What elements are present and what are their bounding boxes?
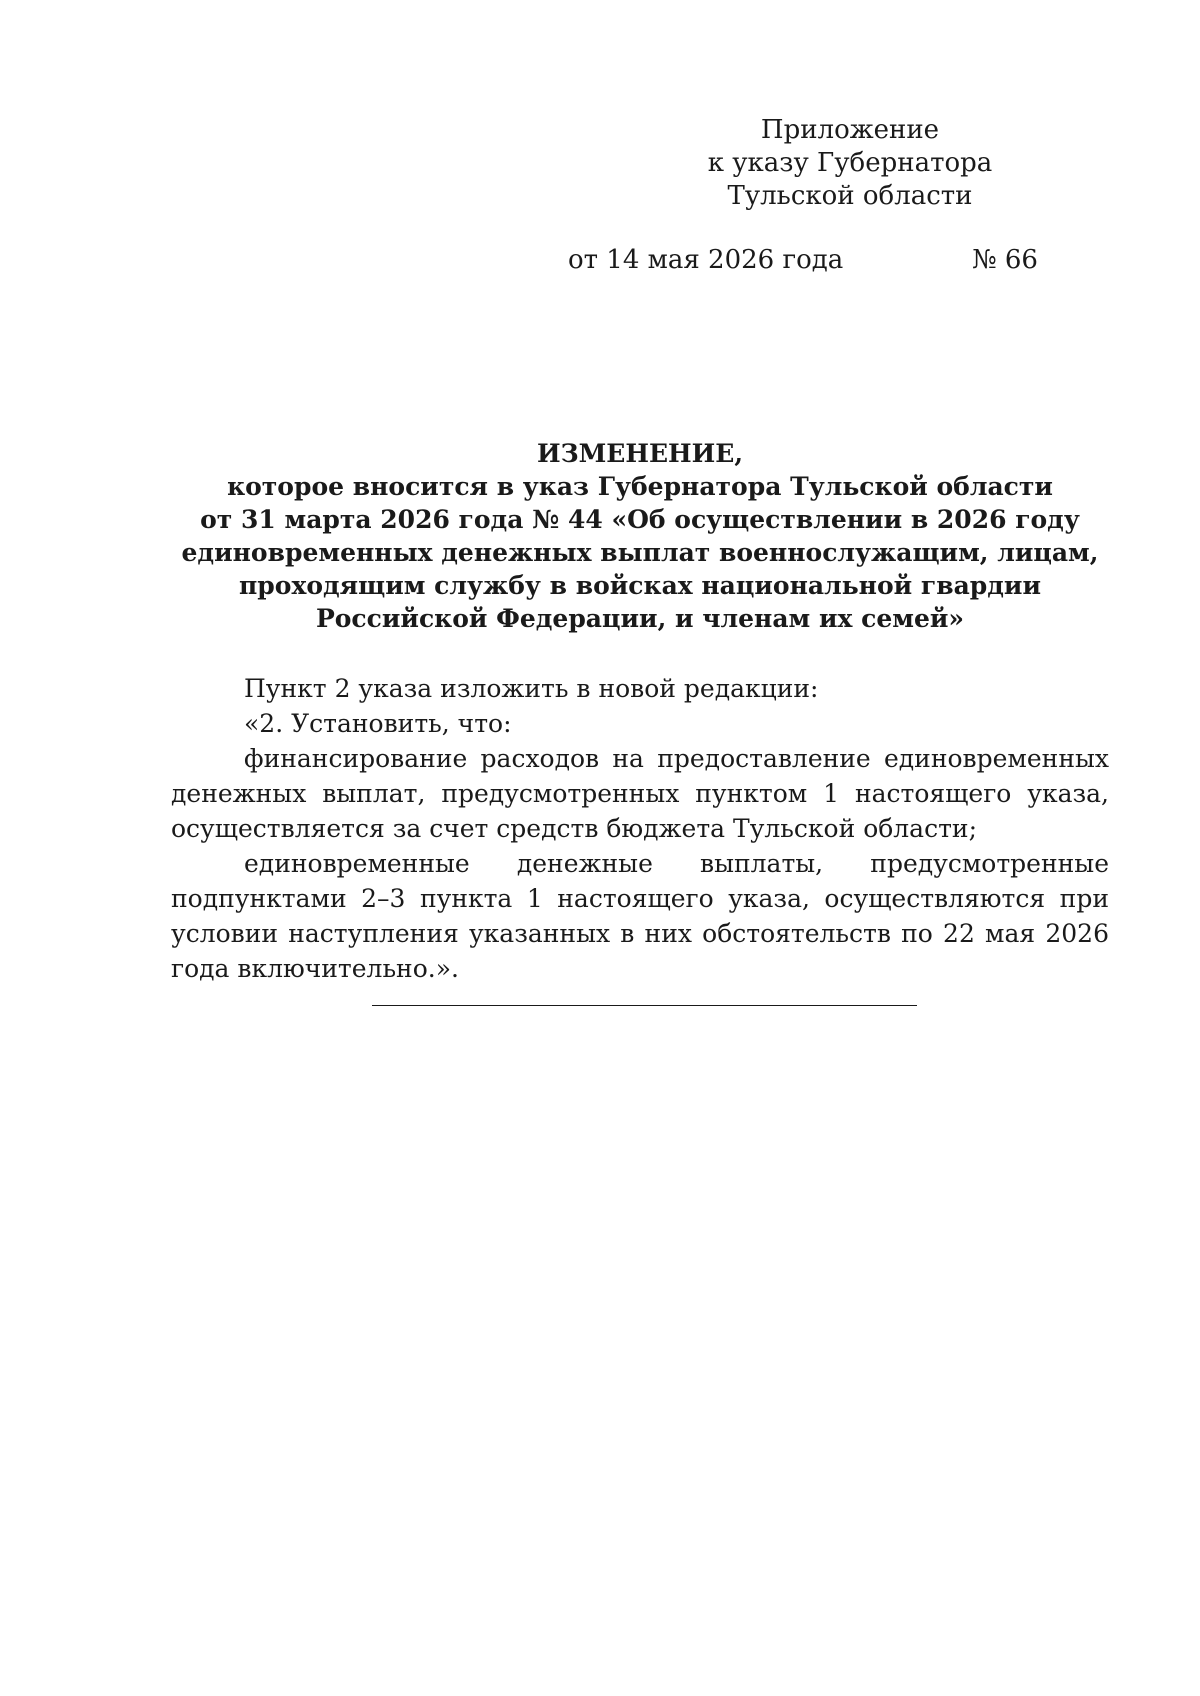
- title-line: единовременных денежных выплат военнослужащим, лицам,: [181, 538, 1099, 567]
- decree-date: от 14 мая 2026 года: [568, 245, 844, 275]
- document-body: [171, 671, 1109, 986]
- title-line: Российской Федерации, и членам их семей»: [315, 604, 965, 633]
- appendix-line: Приложение: [760, 115, 940, 145]
- body-paragraph: финансирование расходов на предоставление единовременных денежных выплат, предусмотренных пунктом 1 настоящего указа, осуществляется за счет средств бюджета Тульской области;: [171, 744, 1109, 843]
- decree-number: № 66: [972, 245, 1038, 275]
- title-line: от 31 марта 2026 года № 44 «Об осуществлении в 2026 году: [200, 505, 1080, 534]
- appendix-block: [700, 114, 1000, 213]
- document-title: [170, 437, 1110, 635]
- body-paragraph: единовременные денежные выплаты, предусмотренные подпунктами 2–3 пункта 1 настоящего указа, осуществляются при условии наступления указанных в них обстоятельств по 22 мая 2026 года включительно.».: [171, 849, 1109, 983]
- body-paragraph: Пункт 2 указа изложить в новой редакции:: [244, 674, 819, 703]
- appendix-line: к указу Губернатора: [707, 148, 993, 178]
- body-paragraph: «2. Установить, что:: [244, 709, 512, 738]
- end-separator-line: [372, 1005, 917, 1006]
- appendix-line: Тульской области: [727, 181, 973, 211]
- title-line: которое вносится в указ Губернатора Тульской области: [227, 472, 1053, 501]
- title-line: ИЗМЕНЕНИЕ,: [536, 439, 744, 468]
- title-line: проходящим службу в войсках национальной гвардии: [238, 571, 1041, 600]
